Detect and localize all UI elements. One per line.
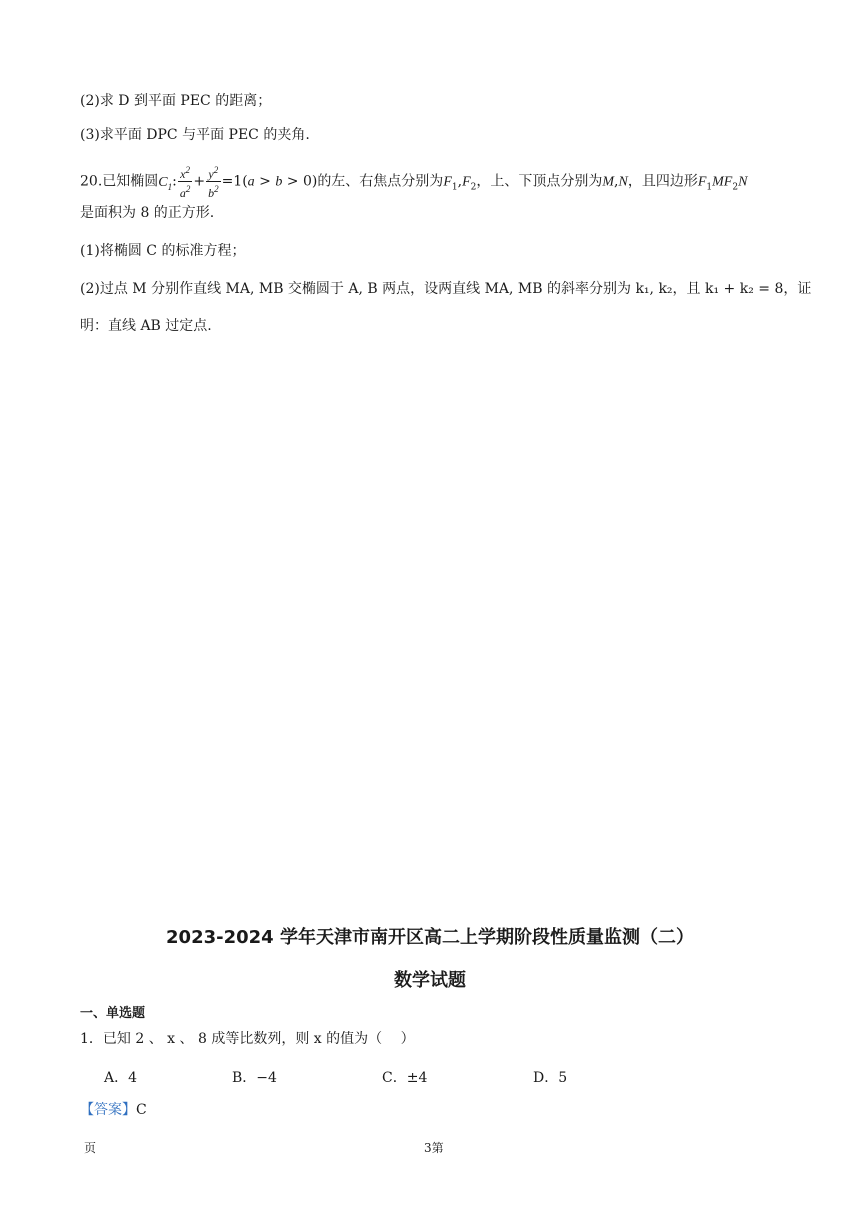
footer-left: 页 [84, 1141, 97, 1155]
q19-part3: (3)求平面 DPC 与平面 PEC 的夹角. [80, 127, 310, 143]
q1-option-b: B．−4 [232, 1070, 277, 1086]
exam-subtitle: 数学试题 [394, 970, 466, 991]
q20-line2: 是面积为 8 的正方形. [80, 205, 215, 221]
q20-stem: 20.已知椭圆$C_1$: $\frac{x^2}{a^2}$ + $\frac{y^2}{b^2}$ =1(a > b > 0)的左、右焦点分别为$F_1,F_2$，上、下顶点分别为M,N，且四边形$F_1MF_2N$ [80, 165, 748, 200]
q20-part2-line2: 明：直线 AB 过定点. [80, 318, 212, 334]
q20-intro: 已知椭圆 [102, 173, 159, 190]
q19-part2: (2)求 D 到平面 PEC 的距离； [80, 93, 272, 109]
q20-number: 20. [80, 173, 103, 190]
exam-title: 2023-2024 学年天津市南开区高二上学期阶段性质量监测（二） [166, 927, 694, 948]
q1-stem: 1．已知 2 、 x 、 8 成等比数列，则 x 的值为（ ） [80, 1031, 415, 1047]
q20-cond: 的左、右焦点分别为 [317, 173, 444, 190]
fraction-y2-b2: $\frac{y^2}{b^2}$ [208, 165, 219, 200]
q20-mid1: ，上、下顶点分别为 [476, 173, 603, 190]
q1-answer [80, 1099, 147, 1119]
q1-option-c: C．±4 [382, 1070, 428, 1086]
q20-part2-line1: (2)过点 M 分别作直线 MA, MB 交椭圆于 A, B 两点，设两直线 MA, MB 的斜率分别为 k₁, k₂，且 k₁ + k₂ = 8，证 [80, 281, 812, 297]
fraction-x2-a2: $\frac{x^2}{a^2}$ [179, 165, 191, 200]
q1-option-a: A．4 [104, 1070, 138, 1086]
q1-option-d: D．5 [533, 1070, 568, 1086]
answer-value: C [136, 1102, 147, 1118]
footer-page-number: 3第 [424, 1141, 444, 1155]
section-heading: 一、单选题 [80, 1006, 146, 1021]
answer-tag: 【答案】 [80, 1102, 136, 1118]
q20-part1: (1)将椭圆 C 的标准方程； [80, 243, 246, 259]
ellipse-name-formula: $C_1$ [158, 174, 173, 192]
q20-mid2: ，且四边形 [627, 173, 698, 190]
